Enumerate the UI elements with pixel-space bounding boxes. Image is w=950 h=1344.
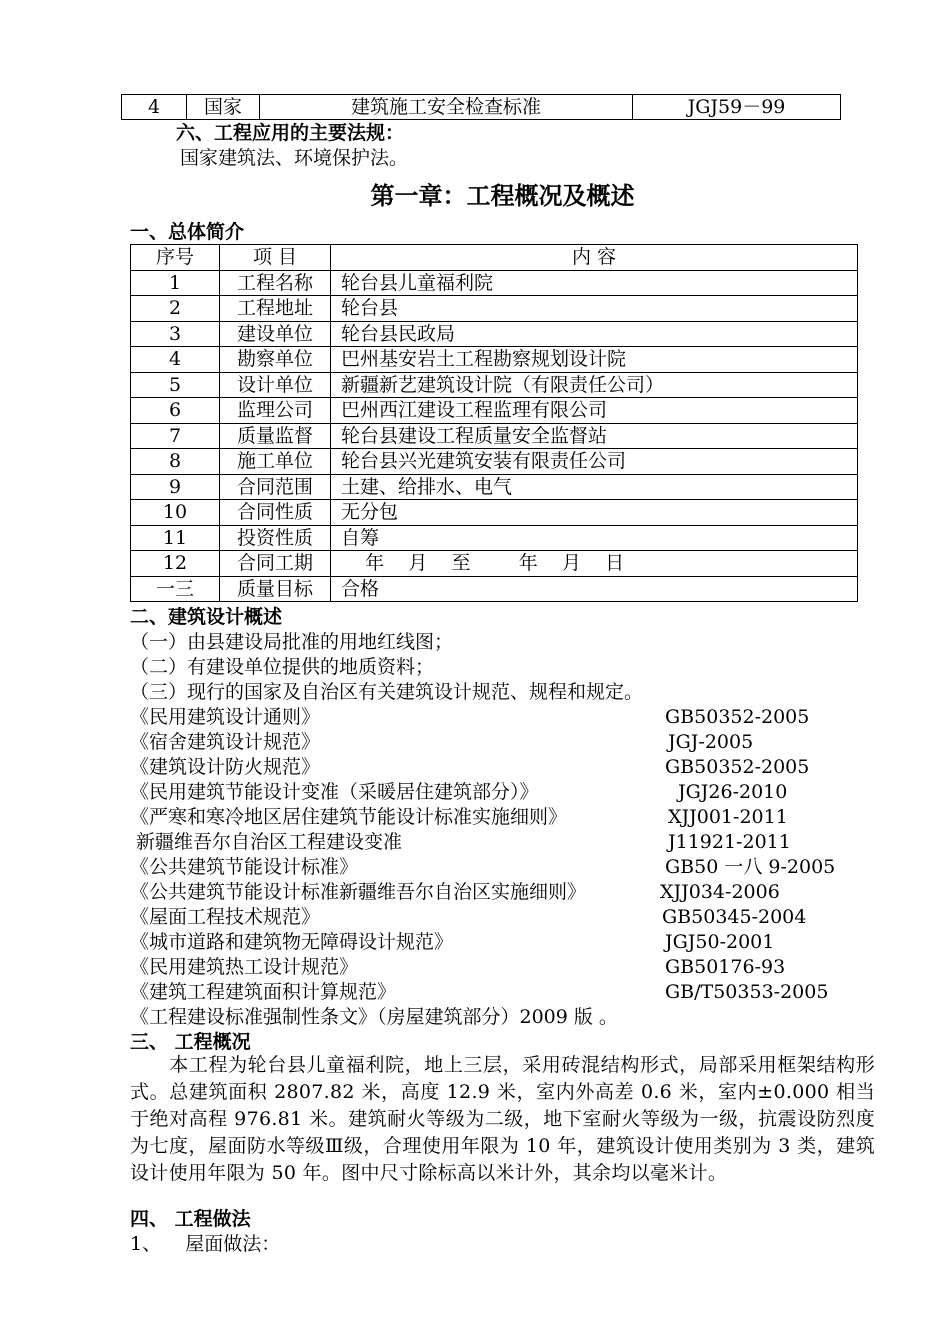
row-content: 巴州西江建设工程监理有限公司 — [331, 398, 858, 424]
overview-table — [130, 244, 858, 602]
table-row — [131, 372, 858, 398]
row-item: 建设单位 — [220, 321, 331, 347]
row-no: 10 — [131, 500, 220, 526]
table-row — [131, 576, 858, 602]
row-no: 5 — [131, 372, 220, 398]
table-row — [131, 296, 858, 322]
standards-table-continued — [121, 94, 841, 120]
standard-name: 《民用建筑热工设计规范》 — [130, 956, 359, 978]
row-content: 轮台县 — [331, 296, 858, 322]
table-row — [131, 474, 858, 500]
row-content: 轮台县建设工程质量安全监督站 — [331, 423, 858, 449]
standard-name: 《宿舍建筑设计规范》 — [130, 731, 321, 753]
header-no: 序号 — [131, 245, 220, 271]
row-no: 8 — [131, 449, 220, 475]
row-no: 4 — [131, 347, 220, 373]
row-item: 合同性质 — [220, 500, 331, 526]
row-item: 监理公司 — [220, 398, 331, 424]
row-content: 自筹 — [331, 525, 858, 551]
table-row — [131, 347, 858, 373]
row-no: 3 — [131, 321, 220, 347]
section2-item: （二）有建设单位提供的地质资料； — [130, 656, 435, 678]
table-header-row — [131, 245, 858, 271]
section3-title: 三、 工程概况 — [130, 1031, 251, 1053]
table-row — [131, 500, 858, 526]
row-number: 4 — [122, 95, 187, 120]
row-content: 年 月 至 年 月 日 — [331, 551, 858, 577]
row-no: 7 — [131, 423, 220, 449]
row-no: 12 — [131, 551, 220, 577]
row-content: 合格 — [331, 576, 858, 602]
table-row — [131, 551, 858, 577]
row-content: 新疆新艺建筑设计院（有限责任公司） — [331, 372, 858, 398]
table-row — [131, 449, 858, 475]
row-no: 6 — [131, 398, 220, 424]
row-item: 勘察单位 — [220, 347, 331, 373]
row-level: 国家 — [187, 95, 260, 120]
standard-code: GB/T50353-2005 — [665, 981, 829, 1003]
standard-code: XJJ034-2006 — [660, 881, 780, 903]
standard-code: JGJ50-2001 — [665, 931, 775, 953]
standard-code: GB50345-2004 — [662, 906, 807, 928]
standard-code: JGJ26-2010 — [678, 781, 788, 803]
standard-name: 《公共建筑节能设计标准新疆维吾尔自治区实施细则》 — [130, 881, 587, 903]
section2-item: （一）由县建设局批准的用地红线图； — [130, 631, 454, 653]
row-item: 工程地址 — [220, 296, 331, 322]
standard-name: 《公共建筑节能设计标准》 — [130, 856, 359, 878]
standard-name: 新疆维吾尔自治区工程建设变准 — [130, 831, 403, 853]
row-content: 土建、给排水、电气 — [331, 474, 858, 500]
row-content: 无分包 — [331, 500, 858, 526]
table-row — [122, 95, 841, 120]
row-item: 投资性质 — [220, 525, 331, 551]
standard-name: 《建筑设计防火规范》 — [130, 756, 321, 778]
standard-code: JGJ-2005 — [668, 731, 754, 753]
standard-code: GB50352-2005 — [665, 706, 810, 728]
header-content: 内 容 — [331, 245, 858, 271]
row-item: 质量监督 — [220, 423, 331, 449]
row-standard-name: 建筑施工安全检查标准 — [260, 95, 633, 120]
section2-title: 二、建筑设计概述 — [130, 606, 283, 628]
row-content: 轮台县兴光建筑安装有限责任公司 — [331, 449, 858, 475]
section1-title: 一、总体简介 — [130, 221, 245, 243]
row-item: 施工单位 — [220, 449, 331, 475]
row-item: 合同范围 — [220, 474, 331, 500]
section6-content: 国家建筑法、环境保护法。 — [180, 147, 409, 169]
chapter-title: 第一章：工程概况及概述 — [370, 181, 635, 210]
row-no: 2 — [131, 296, 220, 322]
table-row — [131, 423, 858, 449]
project-overview-paragraph: 本工程为轮台县儿童福利院，地上三层，采用砖混结构形式，局部采用框架结构形式。总建筑面积 2807.82 米，高度 12.9 米，室内外高差 0.6 米，室内±0.000 相当于绝对高程 976.81 米。建筑耐火等级为二级，地下室耐火等级为一级，抗震设防烈度为七度，屋面防水等级Ⅲ级，合理使用年限为 10 年，建筑设计使用类别为 3 类，建筑设计使用年限为 50 年。图中尺寸除标高以米计外，其余均以毫米计。 — [130, 1054, 875, 1184]
section6-title: 六、工程应用的主要法规： — [176, 122, 405, 144]
standard-name: 《严寒和寒冷地区居住建筑节能设计标准实施细则》 — [130, 806, 568, 828]
standard-code: GB50 一八 9-2005 — [665, 856, 836, 878]
row-no: 11 — [131, 525, 220, 551]
row-no: 1 — [131, 270, 220, 296]
table-row — [131, 270, 858, 296]
row-item: 合同工期 — [220, 551, 331, 577]
table-row — [131, 525, 858, 551]
section2-item: （三）现行的国家及自治区有关建筑设计规范、规程和规定。 — [130, 681, 644, 703]
standard-name: 《民用建筑设计通则》 — [130, 706, 321, 728]
row-item: 工程名称 — [220, 270, 331, 296]
mandatory-provisions-line: 《工程建设标准强制性条文》（房屋建筑部分）2009 版 。 — [130, 1006, 618, 1028]
row-item: 设计单位 — [220, 372, 331, 398]
standard-name: 《城市道路和建筑物无障碍设计规范》 — [130, 931, 454, 953]
row-item: 质量目标 — [220, 576, 331, 602]
row-content: 轮台县民政局 — [331, 321, 858, 347]
row-standard-code: JGJ59－99 — [633, 95, 841, 120]
row-no: 一三 — [131, 576, 220, 602]
row-no: 9 — [131, 474, 220, 500]
standard-code: GB50176-93 — [665, 956, 786, 978]
standard-name: 《屋面工程技术规范》 — [130, 906, 321, 928]
standard-code: XJJ001-2011 — [668, 806, 788, 828]
table-row — [131, 321, 858, 347]
row-content: 轮台县儿童福利院 — [331, 270, 858, 296]
standard-code: J11921-2011 — [668, 831, 791, 853]
standard-name: 《建筑工程建筑面积计算规范》 — [130, 981, 397, 1003]
header-item: 项 目 — [220, 245, 331, 271]
table-row — [131, 398, 858, 424]
roof-method-item: 1、 屋面做法： — [130, 1233, 281, 1255]
row-content: 巴州基安岩土工程勘察规划设计院 — [331, 347, 858, 373]
standard-name: 《民用建筑节能设计变准（采暖居住建筑部分）》 — [130, 781, 539, 803]
section4-title: 四、 工程做法 — [130, 1208, 251, 1230]
standard-code: GB50352-2005 — [665, 756, 810, 778]
